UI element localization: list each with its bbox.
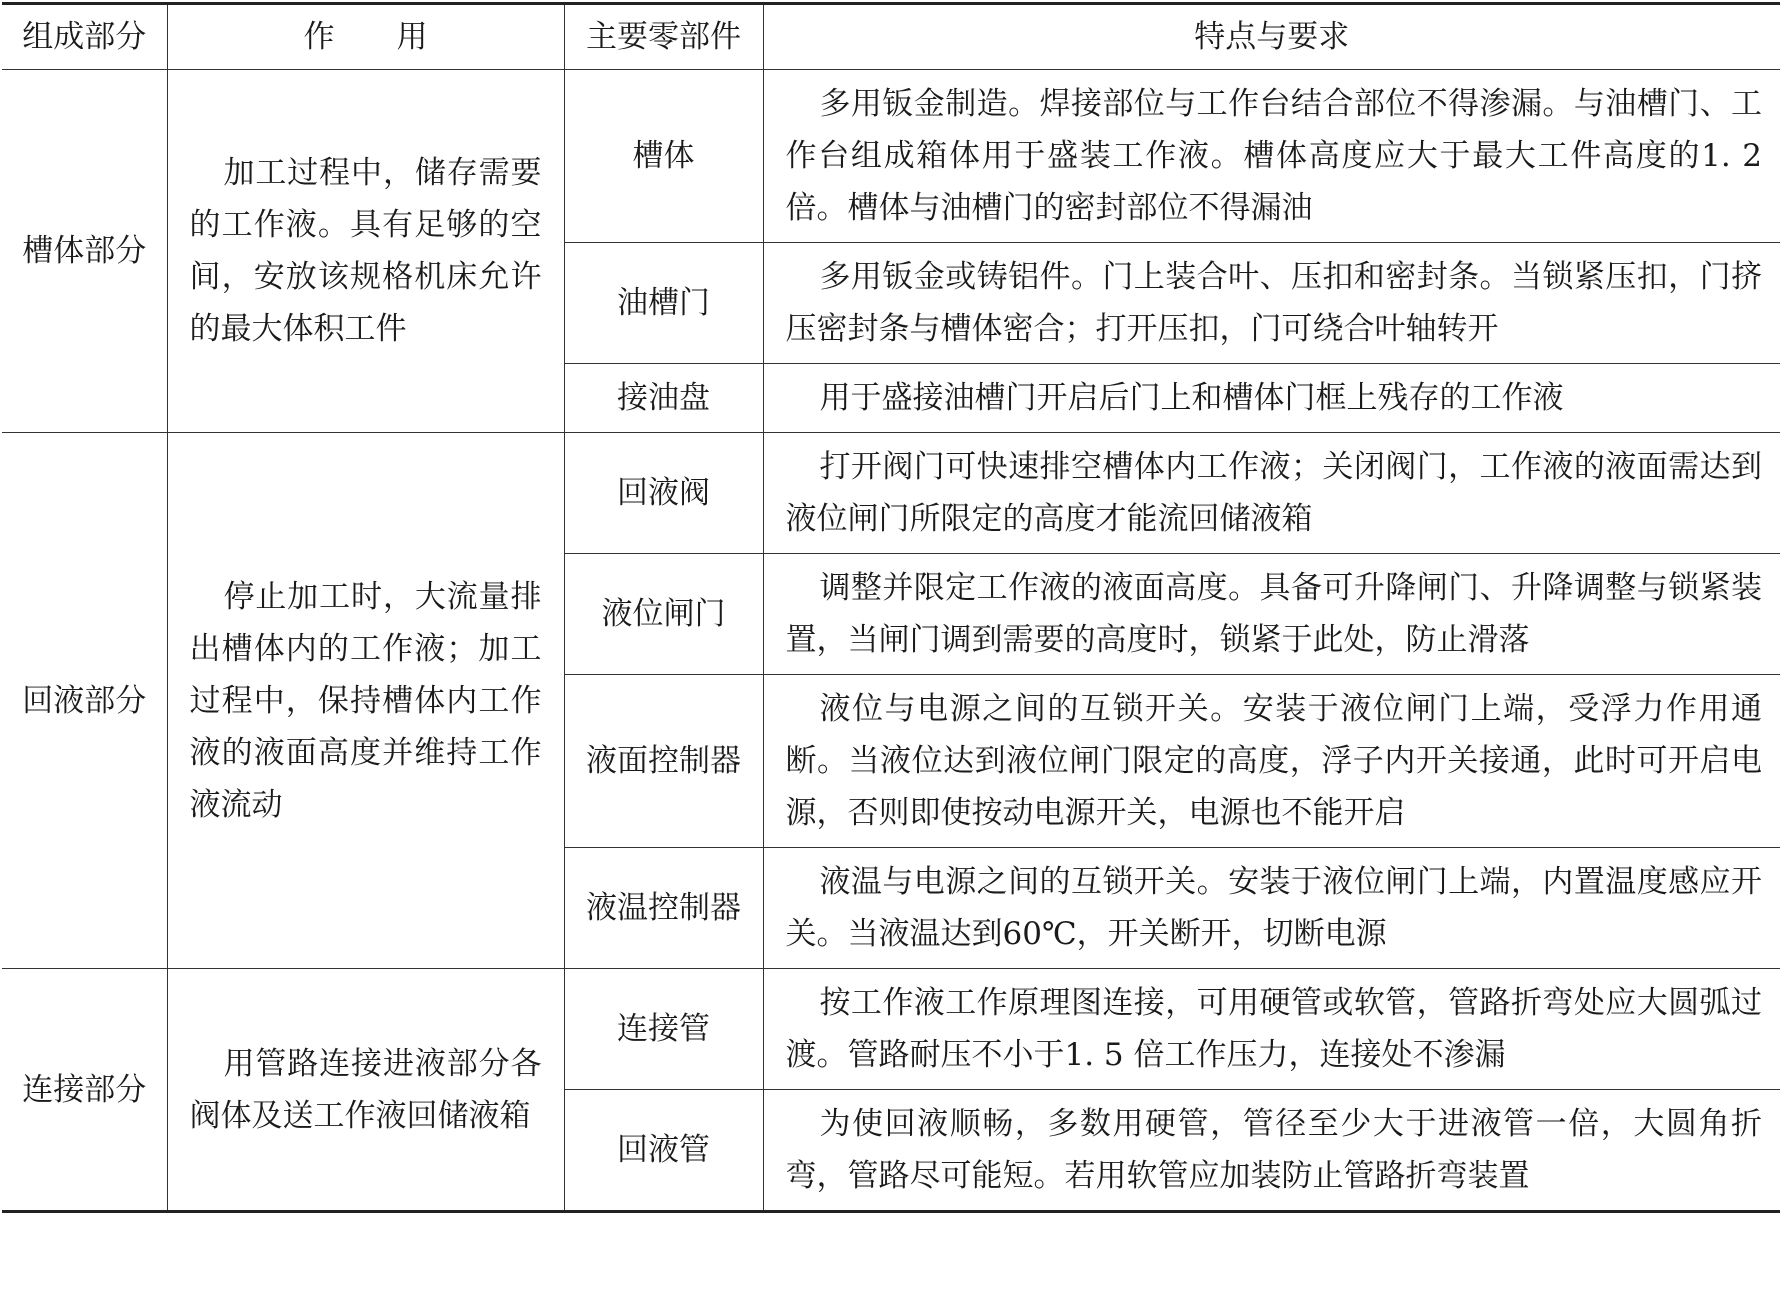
components-table [2,2,1780,1213]
part-name: 连接管 [564,969,763,1090]
table-row [2,969,1780,1090]
group-name: 槽体部分 [2,70,167,433]
part-name: 回液阀 [564,433,763,554]
part-name: 槽体 [564,70,763,243]
part-name: 液面控制器 [564,675,763,848]
header-row [2,4,1780,70]
part-desc: 打开阀门可快速排空槽体内工作液；关闭阀门，工作液的液面需达到液位闸门所限定的高度才能流回储液箱 [763,433,1780,554]
part-desc: 液位与电源之间的互锁开关。安装于液位闸门上端，受浮力作用通断。当液位达到液位闸门限定的高度，浮子内开关接通，此时可开启电源，否则即使按动电源开关，电源也不能开启 [763,675,1780,848]
part-name: 液位闸门 [564,554,763,675]
header-group: 组成部分 [2,4,167,70]
group-name: 连接部分 [2,969,167,1212]
part-desc: 液温与电源之间的互锁开关。安装于液位闸门上端，内置温度感应开关。当液温达到60℃，开关断开，切断电源 [763,848,1780,969]
part-name: 回液管 [564,1090,763,1212]
part-desc: 多用钣金或铸铝件。门上装合叶、压扣和密封条。当锁紧压扣，门挤压密封条与槽体密合；打开压扣，门可绕合叶轴转开 [763,243,1780,364]
table-row [2,433,1780,554]
part-desc: 为使回液顺畅，多数用硬管，管径至少大于进液管一倍，大圆角折弯，管路尽可能短。若用软管应加装防止管路折弯装置 [763,1090,1780,1212]
table-row [2,70,1780,243]
part-name: 接油盘 [564,364,763,433]
group-function: 停止加工时，大流量排出槽体内的工作液；加工过程中，保持槽体内工作液的液面高度并维持工作液流动 [167,433,564,969]
part-desc: 调整并限定工作液的液面高度。具备可升降闸门、升降调整与锁紧装置，当闸门调到需要的高度时，锁紧于此处，防止滑落 [763,554,1780,675]
header-desc: 特点与要求 [763,4,1780,70]
part-desc: 用于盛接油槽门开启后门上和槽体门框上残存的工作液 [763,364,1780,433]
group-function: 加工过程中，储存需要的工作液。具有足够的空间，安放该规格机床允许的最大体积工件 [167,70,564,433]
group-function: 用管路连接进液部分各阀体及送工作液回储液箱 [167,969,564,1212]
part-desc: 多用钣金制造。焊接部位与工作台结合部位不得渗漏。与油槽门、工作台组成箱体用于盛装工作液。槽体高度应大于最大工件高度的1. 2 倍。槽体与油槽门的密封部位不得漏油 [763,70,1780,243]
header-part: 主要零部件 [564,4,763,70]
part-name: 油槽门 [564,243,763,364]
group-name: 回液部分 [2,433,167,969]
header-function: 作 用 [167,4,564,70]
part-name: 液温控制器 [564,848,763,969]
part-desc: 按工作液工作原理图连接，可用硬管或软管，管路折弯处应大圆弧过渡。管路耐压不小于1. 5 倍工作压力，连接处不渗漏 [763,969,1780,1090]
